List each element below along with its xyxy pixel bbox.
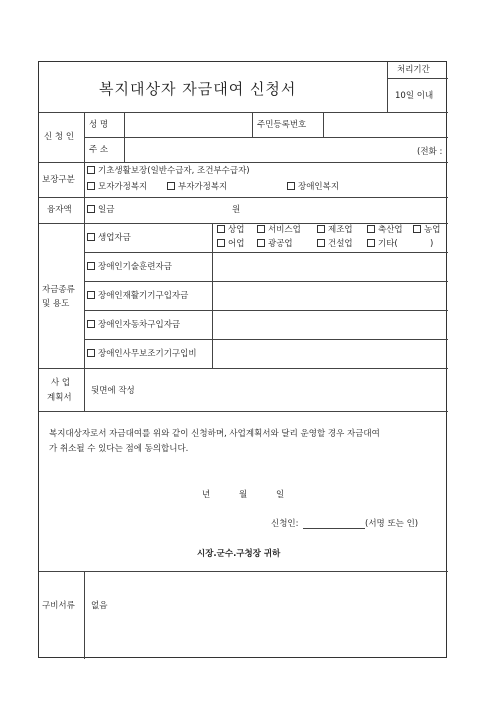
fund-type-vehicle[interactable]: 장애인자동차구입자금 bbox=[87, 320, 180, 330]
fund-type-livelihood[interactable]: 생업자금 bbox=[87, 233, 131, 243]
plan-label-line bbox=[84, 368, 85, 411]
resident-right-line bbox=[323, 112, 324, 137]
checkbox-icon bbox=[87, 262, 95, 270]
category-bottom-line bbox=[39, 197, 448, 198]
business-type-other-close: ) bbox=[430, 239, 434, 249]
checkbox-icon bbox=[257, 225, 265, 233]
field-label-line bbox=[124, 112, 125, 162]
checkbox-icon bbox=[87, 166, 95, 174]
plan-label-line1: 사 업 bbox=[51, 378, 71, 388]
checkbox-icon bbox=[413, 225, 421, 233]
fund-type-right-line bbox=[212, 223, 213, 368]
statement-line1: 복지대상자로서 자금대여를 위와 같이 신청하며, 사업계획서와 달리 운영할 경우 자금대여 bbox=[49, 429, 380, 439]
category-option-basic[interactable]: 기초생활보장(일반수급자, 조건부수급자) bbox=[87, 166, 250, 176]
applicant-sign-label: 신청인: bbox=[271, 519, 299, 529]
amount-unit: 원 bbox=[232, 205, 241, 215]
date-year: 년 bbox=[202, 490, 211, 500]
fund-label-line1: 자금종류 bbox=[42, 285, 75, 295]
business-type-agriculture[interactable]: 농업 bbox=[413, 225, 440, 235]
resident-no-label: 주민등록번호 bbox=[257, 120, 307, 130]
checkbox-icon bbox=[217, 239, 225, 247]
checkbox-icon bbox=[317, 239, 325, 247]
category-option-father[interactable]: 부자가정복지 bbox=[167, 182, 227, 192]
sign-note: (서명 또는 인) bbox=[365, 519, 419, 529]
checkbox-icon bbox=[257, 239, 265, 247]
statement-bottom-line bbox=[39, 571, 448, 572]
fund-row-line-4 bbox=[84, 339, 448, 340]
checkbox-icon bbox=[217, 225, 225, 233]
documents-value: 없음 bbox=[91, 601, 108, 611]
category-option-mother[interactable]: 모자가정복지 bbox=[87, 182, 147, 192]
checkbox-icon bbox=[87, 205, 95, 213]
date-month: 월 bbox=[239, 490, 248, 500]
category-option-disabled[interactable]: 장애인복지 bbox=[287, 182, 339, 192]
checkbox-icon bbox=[87, 349, 95, 357]
plan-label-line2: 계획서 bbox=[47, 393, 72, 403]
documents-label: 구비서류 bbox=[42, 601, 75, 611]
fund-row-line-1 bbox=[84, 252, 448, 253]
date-day: 일 bbox=[276, 490, 285, 500]
fund-row-line-3 bbox=[84, 310, 448, 311]
period-divider bbox=[387, 78, 448, 79]
business-type-other[interactable]: 기타( bbox=[367, 239, 398, 249]
applicant-bottom-line bbox=[39, 162, 448, 163]
form-title: 복지대상자 자금대여 신청서 bbox=[99, 80, 297, 98]
plan-value: 뒷면에 작성 bbox=[91, 386, 135, 396]
checkbox-icon bbox=[287, 182, 295, 190]
plan-bottom-line bbox=[39, 411, 448, 412]
name-right-line bbox=[252, 112, 253, 137]
checkbox-icon bbox=[87, 233, 95, 241]
recipient: 시장.군수.구청장 귀하 bbox=[197, 549, 281, 559]
fund-row-line-2 bbox=[84, 281, 448, 282]
checkbox-icon bbox=[167, 182, 175, 190]
business-type-commerce[interactable]: 상업 bbox=[217, 225, 244, 235]
business-type-manufacturing[interactable]: 제조업 bbox=[317, 225, 353, 235]
label-column-line bbox=[84, 112, 85, 368]
fund-type-training[interactable]: 장애인기술훈련자금 bbox=[87, 262, 172, 272]
checkbox-icon bbox=[317, 225, 325, 233]
applicant-label: 신 청 인 bbox=[44, 132, 75, 142]
fund-bottom-line bbox=[39, 368, 448, 369]
category-label: 보장구분 bbox=[42, 175, 75, 185]
header-bottom-line bbox=[39, 112, 448, 113]
amount-field[interactable]: 일금 bbox=[87, 205, 114, 215]
statement-line2: 가 취소될 수 있다는 점에 동의합니다. bbox=[49, 444, 189, 454]
business-type-fishery[interactable]: 어업 bbox=[217, 239, 244, 249]
applicant-row-line bbox=[84, 137, 448, 138]
name-label: 성 명 bbox=[89, 120, 109, 130]
business-type-mining[interactable]: 광공업 bbox=[257, 239, 293, 249]
amount-label: 융자액 bbox=[47, 205, 72, 215]
processing-period-label: 처리기간 bbox=[397, 65, 430, 75]
fund-label-line2: 및 용도 bbox=[42, 299, 70, 309]
signature-line[interactable] bbox=[303, 528, 365, 529]
address-label: 주 소 bbox=[89, 145, 109, 155]
fund-type-rehab-device[interactable]: 장애인재활기기구입자금 bbox=[87, 291, 188, 301]
checkbox-icon bbox=[367, 239, 375, 247]
application-form bbox=[38, 61, 447, 658]
fund-type-office-device[interactable]: 장애인사무보조기기구입비 bbox=[87, 349, 197, 359]
business-type-livestock[interactable]: 축산업 bbox=[367, 225, 403, 235]
checkbox-icon bbox=[87, 182, 95, 190]
checkbox-icon bbox=[87, 291, 95, 299]
phone-label: (전화 : bbox=[417, 147, 443, 157]
docs-label-line bbox=[84, 571, 85, 659]
period-left-line bbox=[387, 62, 388, 112]
checkbox-icon bbox=[87, 320, 95, 328]
business-type-service[interactable]: 서비스업 bbox=[257, 225, 301, 235]
checkbox-icon bbox=[367, 225, 375, 233]
processing-period-value: 10일 이내 bbox=[395, 91, 434, 101]
amount-bottom-line bbox=[39, 223, 448, 224]
business-type-construction[interactable]: 건설업 bbox=[317, 239, 353, 249]
